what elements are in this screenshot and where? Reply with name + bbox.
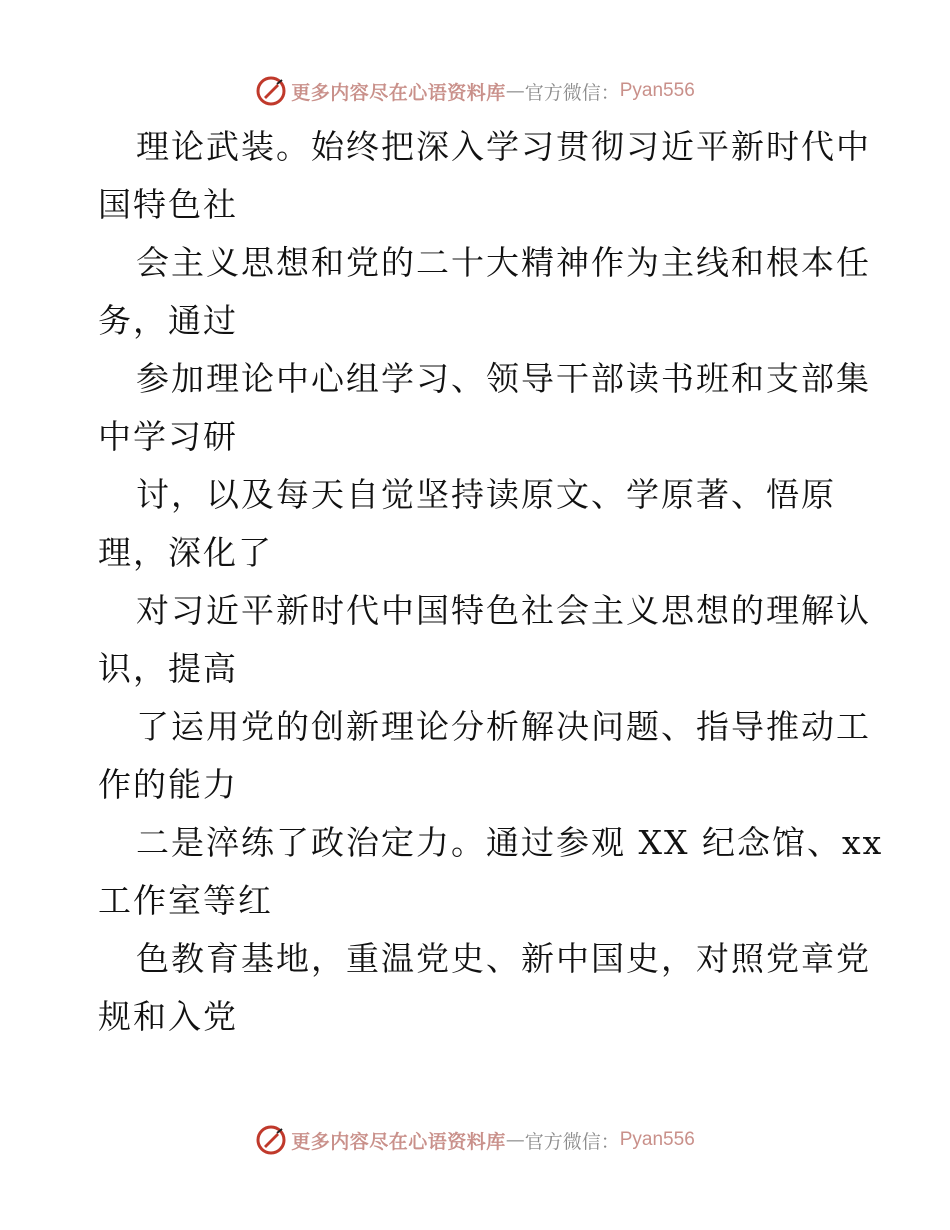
footer-wechat-label: 官方微信：: [524, 1130, 620, 1153]
body-line: 作的能力: [98, 765, 238, 804]
page-header-watermark: [0, 71, 950, 111]
footer-wechat-id: Pyan556: [619, 1129, 695, 1150]
body-line: 对习近平新时代中国特色社会主义思想的理解认: [136, 591, 871, 630]
header-wechat-label: 官方微信：: [524, 81, 620, 104]
header-wechat-id: Pyan556: [619, 80, 695, 101]
body-line: 工作室等红: [98, 881, 273, 920]
quill-logo-icon: [255, 75, 287, 107]
document-body: [98, 118, 884, 1046]
body-line: 了运用党的创新理论分析解决问题、指导推动工: [136, 707, 871, 746]
header-separator: —: [505, 80, 525, 102]
body-line: 识，提高: [98, 649, 238, 688]
body-line: 色教育基地，重温党史、新中国史，对照党章党: [136, 939, 871, 978]
body-line: 会主义思想和党的二十大精神作为主线和根本任: [136, 243, 871, 282]
quill-logo-icon: [255, 1124, 287, 1156]
body-line: 讨，以及每天自觉坚持读原文、学原著、悟原: [136, 475, 836, 514]
footer-brand-text: 更多内容尽在心语资料库: [291, 1130, 506, 1153]
header-brand-text: 更多内容尽在心语资料库: [291, 81, 506, 104]
body-line: 国特色社: [98, 185, 238, 224]
body-line: 中学习研: [98, 417, 238, 456]
page-footer-watermark: [0, 1120, 950, 1160]
body-line: 理，深化了: [98, 533, 273, 572]
body-line: 参加理论中心组学习、领导干部读书班和支部集: [136, 359, 871, 398]
body-line: 规和入党: [98, 997, 238, 1036]
body-line: 理论武装。始终把深入学习贯彻习近平新时代中: [136, 127, 871, 166]
body-line: 务，通过: [98, 301, 238, 340]
footer-separator: —: [505, 1129, 525, 1151]
body-line: 二是淬练了政治定力。通过参观 XX 纪念馆、xx: [136, 823, 884, 862]
